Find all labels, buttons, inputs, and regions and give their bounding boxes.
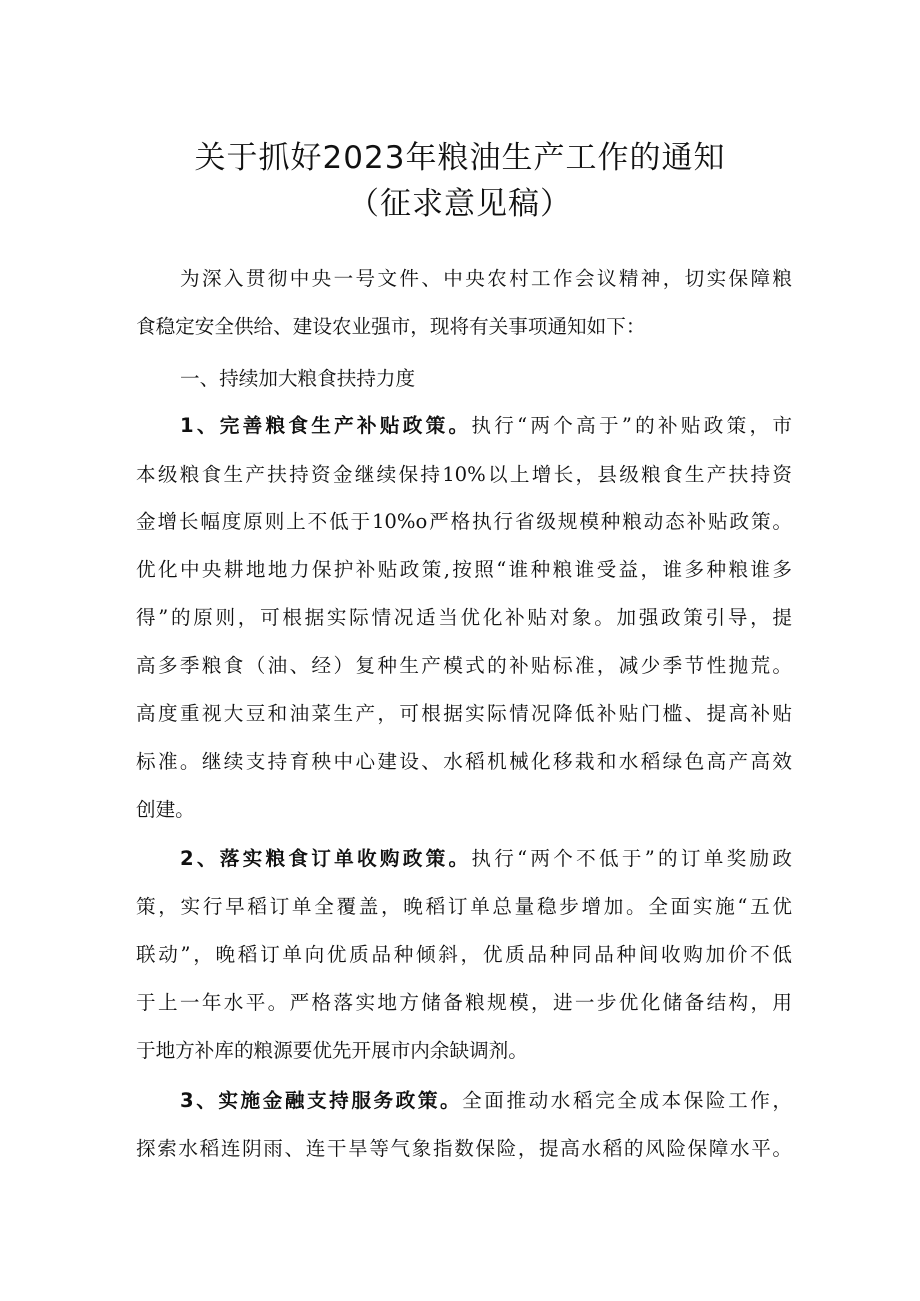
document-subtitle: （征求意见稿） bbox=[348, 186, 572, 222]
item-1-line-9: 创建。 bbox=[136, 798, 195, 821]
intro-line-2: 食稳定安全供给、建设农业强市，现将有关事项通知如下： bbox=[136, 315, 646, 338]
item-2-line-3: 联动”，晚稻订单向优质品种倾斜，优质品种同品种间收购加价不低 bbox=[136, 943, 792, 966]
item-1-line-5: 得”的原则，可根据实际情况适当优化补贴对象。加强政策引导，提 bbox=[136, 606, 792, 629]
item-1-line-1 bbox=[180, 413, 792, 439]
item-2-line-5: 于地方补库的粮源要优先开展市内余缺调剂。 bbox=[136, 1039, 528, 1062]
item-2-line-1-rest: 执行“两个不低于”的订单奖励政 bbox=[471, 847, 792, 870]
item-3-line-2: 探索水稻连阴雨、连干旱等气象指数保险，提高水稻的风险保障水平。 bbox=[136, 1137, 792, 1160]
section-1-heading: 一、持续加大粮食扶持力度 bbox=[180, 367, 416, 390]
item-2-bold-lead: 2、落实粮食订单收购政策。 bbox=[180, 847, 472, 870]
intro-line-1: 为深入贯彻中央一号文件、中央农村工作会议精神，切实保障粮 bbox=[180, 267, 792, 290]
item-2-line-4: 于上一年水平。严格落实地方储备粮规模，进一步优化储备结构，用 bbox=[136, 991, 792, 1014]
item-1-line-8: 标准。继续支持育秧中心建设、水稻机械化移栽和水稻绿色高产高效 bbox=[136, 750, 792, 773]
item-1-line-4: 优化中央耕地地力保护补贴政策,按照“谁种粮谁受益，谁多种粮谁多 bbox=[136, 558, 792, 581]
item-2-line-1 bbox=[180, 846, 792, 872]
item-1-bold-lead: 1、完善粮食生产补贴政策。 bbox=[180, 414, 472, 437]
document-title: 关于抓好2023年粮油生产工作的通知 bbox=[194, 140, 726, 176]
item-1-line-3: 金增长幅度原则上不低于10%o严格执行省级规模种粮动态补贴政策。 bbox=[136, 510, 792, 533]
item-1-line-2: 本级粮食生产扶持资金继续保持10%以上增长，县级粮食生产扶持资 bbox=[136, 463, 792, 486]
item-3-line-1-rest: 全面推动水稻完全成本保险工作， bbox=[462, 1089, 792, 1112]
item-1-line-7: 高度重视大豆和油菜生产，可根据实际情况降低补贴门槛、提高补贴 bbox=[136, 702, 792, 725]
item-1-line-1-rest: 执行“两个高于”的补贴政策，市 bbox=[471, 414, 792, 437]
item-2-line-2: 策，实行早稻订单全覆盖，晚稻订单总量稳步增加。全面实施“五优 bbox=[136, 895, 792, 918]
item-1-line-6: 高多季粮食（油、经）复种生产模式的补贴标准，减少季节性抛荒。 bbox=[136, 654, 792, 677]
item-3-bold-lead: 3、实施金融支持服务政策。 bbox=[180, 1089, 463, 1112]
item-3-line-1 bbox=[180, 1088, 792, 1114]
